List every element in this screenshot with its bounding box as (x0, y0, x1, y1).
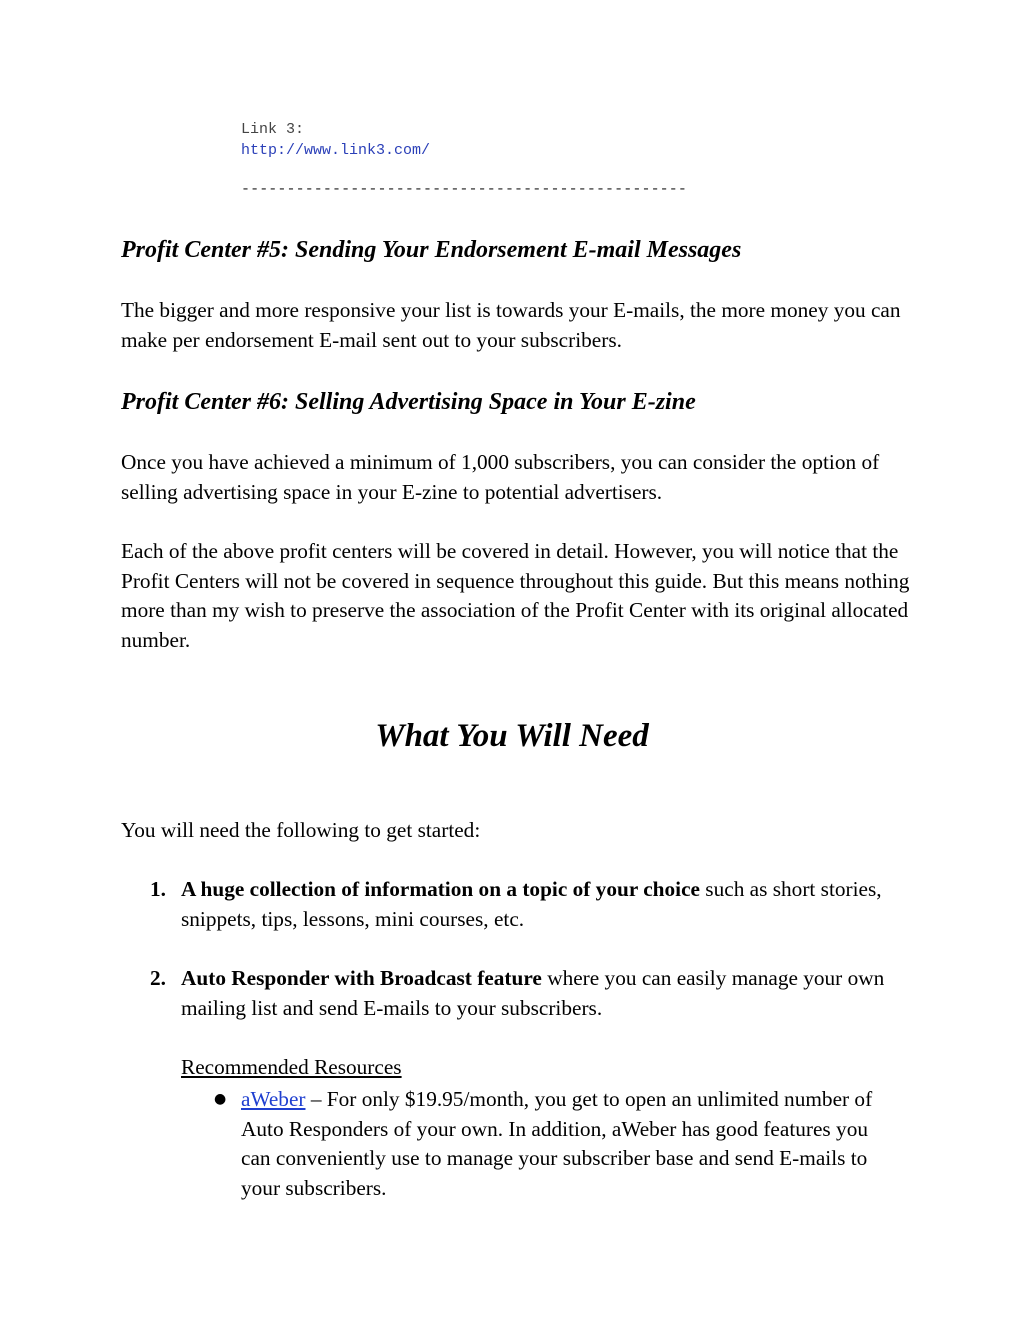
link-url[interactable]: http://www.link3.com/ (241, 142, 431, 159)
bullet-icon: ● (214, 1091, 227, 1107)
list-item-bold-text: Auto Responder with Broadcast feature (181, 966, 542, 990)
list-item-bold-text: A huge collection of information on a topic of your choice (181, 877, 700, 901)
link-label: Link 3: (241, 121, 305, 138)
resource-bullet-item (214, 1085, 881, 1204)
paragraph-endorsement: The bigger and more responsive your list is towards your E-mails, the more money you can make per endorsement E-mail sent out to your subscribers. (121, 298, 901, 352)
list-item-number: 1. (150, 877, 166, 901)
divider-line: ------------------------------------------------- (241, 181, 687, 198)
list-item-text: where you can easily manage your own mailing list and send E-mails to your subscribers. (181, 966, 885, 1020)
section-heading-profit-center-6: Profit Center #6: Selling Advertising Space in Your E-zine (121, 389, 696, 415)
section-heading-profit-center-5: Profit Center #5: Sending Your Endorsement E-mail Messages (121, 237, 742, 263)
list-item (150, 875, 901, 934)
paragraph-advertising: Once you have achieved a minimum of 1,000 subscribers, you can consider the option of selling advertising space in your E-zine to potential advertisers. (121, 450, 880, 504)
resource-description: – For only $19.95/month, you get to open an unlimited number of Auto Responders of your own. In addition, aWeber has good features you can conveniently use to manage your subscriber base and send E-mails to your subscribers. (241, 1087, 873, 1201)
list-item (150, 964, 901, 1023)
intro-paragraph: You will need the following to get started: (121, 818, 481, 842)
paragraph-profit-centers-note: Each of the above profit centers will be covered in detail. However, you will notice that the Profit Centers will not be covered in sequence throughout this guide. But this means nothing more than my wish to preserve the association of the Profit Center with its original allocated number. (121, 539, 910, 653)
list-item-number: 2. (150, 966, 166, 990)
recommended-resources-heading: Recommended Resources (181, 1055, 402, 1079)
list-item-text: such as short stories, snippets, tips, lessons, mini courses, etc. (181, 877, 882, 931)
page-title: What You Will Need (375, 718, 649, 754)
aweber-link[interactable]: aWeber (241, 1087, 306, 1111)
